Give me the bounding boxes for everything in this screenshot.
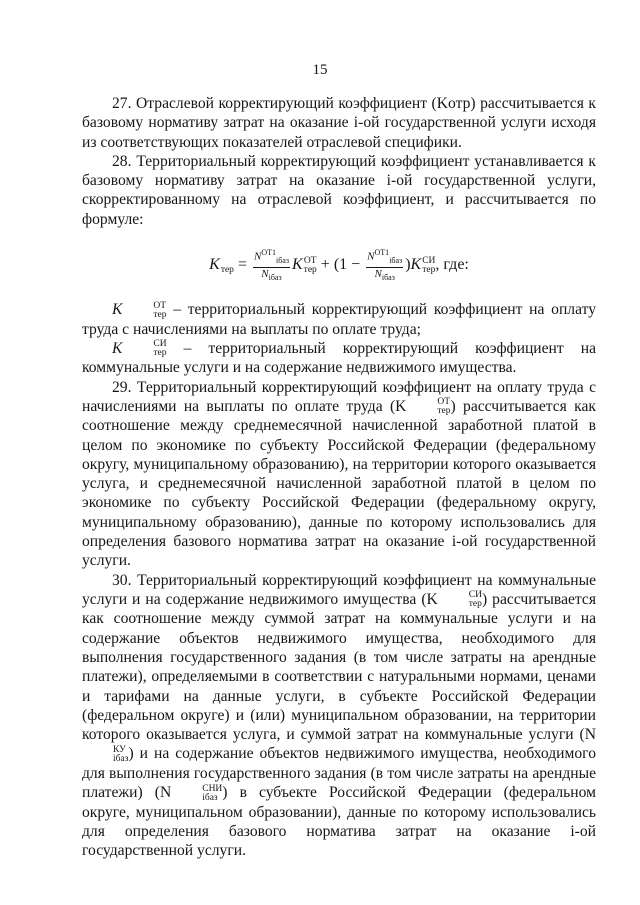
formula-k-ter-ot: K ОТ тер — [292, 255, 317, 275]
formula-equals: = — [237, 256, 247, 274]
page-number: 15 — [312, 62, 328, 78]
formula-k-ter: K тер — [209, 256, 234, 275]
paragraph-29: 29. Территориальный корректирующий коэффициент на оплату труда с начислениями на выплаты по оплате труда (K ОТ тер ) рассчитывается как соотношение между среднемесячной начисленной заработной платой в целом по экономике по субъекту Российской Федерации (федеральному округу, муниципальному образованию), на территории которого оказывается услуга, и среднемесячной начисленной заработной платой в целом по экономике по субъекту Российской Федерации (федеральному округу, муниципальному образованию), данные по которому использовались для определения базового норматива затрат на оказание i-ой государственной услуги. — [82, 378, 596, 570]
formula-fraction-1: $\frac{N^{ОТ1}_{iбаз}}{N_{iбаз}}$ — [253, 248, 289, 283]
formula-fraction-2: $\frac{N^{ОТ1}_{iбаз}}{N_{iбаз}}$ — [367, 248, 403, 283]
formula: K тер = $\frac{N^{ОТ1}_{iбаз}}{N_{iбаз}}$ K ОТ тер + (1 − $\frac{N^{ОТ1}_{iбаз}}{N_{iбаз}}$ ) K СИ тер , где: — [209, 248, 469, 283]
formula-plus-open: + (1 − — [320, 256, 361, 274]
paragraph-27: 27. Отраслевой корректирующий коэффициент (Kотр) рассчитывается к базовому нормативу затрат на оказание i-ой государственной услуги исходя из соответствующих показателей отраслевой специфики. — [82, 95, 596, 151]
definition-k-ter-ot: K ОТ тер – территориальный корректирующий коэффициент на оплату труда с начислениями на выплаты по оплате труда; — [82, 300, 596, 338]
paragraph-28: 28. Территориальный корректирующий коэффициент устанавливается к базовому нормативу затрат на оказание i-ой государственной услуги, скорректированному на отраслевой коэффициент, и рассчитывается по формуле: — [82, 152, 596, 228]
definition-k-ter-si: K СИ тер – территориальный корректирующий коэффициент на коммунальные услуги и на содержание недвижимого имущества. — [82, 339, 596, 377]
body-text — [82, 94, 596, 860]
paragraph-30: 30. Территориальный корректирующий коэффициент на коммунальные услуги и на содержание недвижимого имущества (K СИ тер ) рассчитывается как соотношение между суммой затрат на коммунальные услуги и на содержание объектов недвижимого имущества, необходимого для выполнения государственного задания (в том числе затраты на арендные платежи), определяемыми в соответствии с натуральными нормами, ценами и тарифами на данные услуги, в субъекте Российской Федерации (федеральном округе) и (или) муниципальном образовании, на территории которого оказывается услуга, и суммой затрат на коммунальные услуги (N КУ iбаз ) и на содержание объектов недвижимого имущества, необходимого для выполнения государственного задания (в том числе затраты на арендные платежи) (N СНИ iбаз ) в субъекте Российской Федерации (федеральном округе, муниципальном образовании), данные по которому использовались для определения базового норматива затрат на оказание i-ой государственной услуги. — [82, 571, 597, 860]
formula-k-ter-si: K СИ тер — [410, 255, 436, 275]
formula-tail: , где: — [435, 256, 469, 274]
